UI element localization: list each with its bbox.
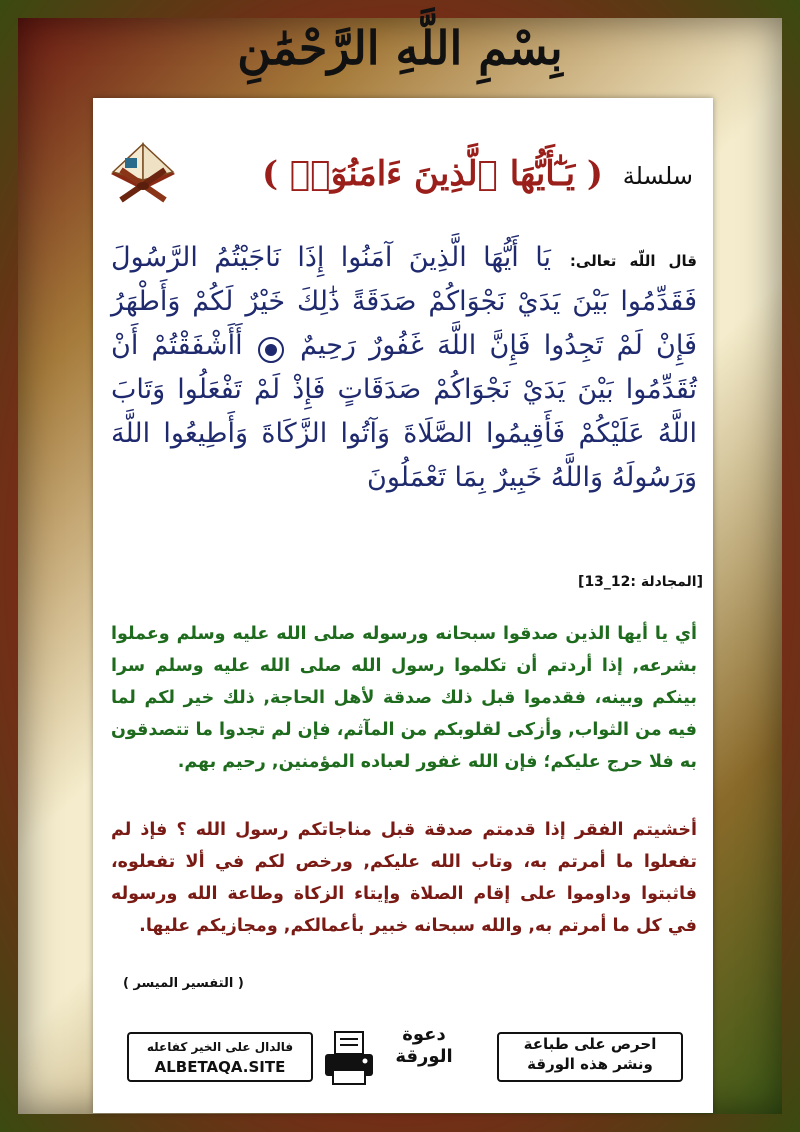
card-page xyxy=(93,98,713,1113)
printer-icon xyxy=(323,1030,375,1086)
tafsir-paragraph-2: أخشيتم الفقر إذا قدمتم صدقة قبل مناجاتكم رسول الله ؟ فإذ لم تفعلوا ما أمرتم به، وتاب الله عليكم, ورخص لكم في ألا تفعلوه، فاثبتوا وداوموا على إقام الصلاة وإيتاء الزكاة وطاعة الله ورسوله في كل ما أمرتم به, والله سبحانه خبير بأعمالكم, ومجازيكم عليها. xyxy=(111,820,697,936)
dawah-logo xyxy=(381,1024,467,1094)
quran-stand-icon xyxy=(103,130,183,210)
ayah-end-icon xyxy=(258,337,284,363)
tafsir-paragraph-1: أي يا أيها الذين صدقوا سبحانه ورسوله صلى الله عليه وسلم وعملوا بشرعه, إذا أردتم أن تكلموا رسول الله صلى الله عليه وسلم سرا بينكم وبينه، فقدموا قبل ذلك صدقة لأهل الحاجة, ذلك خير لكم لما فيه من الثواب, وأزكى لقلوبكم من المآثم، فإن لم تجدوا ما تتصدقون به فلا حرج عليكم؛ فإن الله غفور لعباده المؤمنين, رحيم بهم. xyxy=(111,624,697,772)
print-appeal-line-1: احرص على طباعة xyxy=(523,1035,657,1053)
footer-slogan: فالدال على الخير كفاعله xyxy=(146,1040,294,1054)
verse-part-1: يَا أَيُّهَا الَّذِينَ آمَنُوا إِذَا نَاجَيْتُمُ الرَّسُولَ فَقَدِّمُوا بَيْنَ يَدَيْ نَجْوَاكُمْ صَدَقَةً ذَٰلِكَ خَيْرٌ لَكُمْ وَأَطْهَرُ فَإِنْ لَمْ تَجِدُوا فَإِنَّ اللَّهَ غَفُورٌ رَحِيمٌ xyxy=(111,242,697,361)
logo-line-1: دعوة xyxy=(402,1024,446,1045)
tafsir-source: ( التفسير الميسر ) xyxy=(123,976,244,991)
series-title: ( يَـٰٓأَيُّهَا ٱلَّذِينَ ءَامَنُوٓا۟ ) xyxy=(261,154,603,194)
series-header xyxy=(93,128,713,218)
website-box xyxy=(127,1032,313,1082)
verse-citation: [المجادلة :12_13] xyxy=(578,574,703,590)
print-appeal-box xyxy=(497,1032,683,1082)
series-label: سلسلة xyxy=(622,162,693,190)
website-link[interactable]: ALBETAQA.SITE xyxy=(154,1058,286,1076)
footer xyxy=(113,1024,693,1094)
basmala-heading: بِسْمِ اللَّهِ الرَّحْمَٰنِ xyxy=(237,21,563,75)
verse-part-2: أَأَشْفَقْتُمْ أَنْ تُقَدِّمُوا بَيْنَ يَدَيْ نَجْوَاكُمْ صَدَقَاتٍ فَإِذْ لَمْ تَفْعَلُوا وَتَابَ اللَّهُ عَلَيْكُمْ فَأَقِيمُوا الصَّلَاةَ وَآتُوا الزَّكَاةَ وَأَطِيعُوا اللَّهَ وَرَسُولَهُ وَاللَّهُ خَبِيرٌ بِمَا تَعْمَلُونَ xyxy=(111,330,697,493)
verse-intro: قال اللّه تعالى: xyxy=(569,252,697,270)
logo-line-2: الورقة xyxy=(395,1046,453,1067)
quran-verse xyxy=(111,236,697,500)
print-appeal-line-2: ونشر هذه الورقة xyxy=(527,1055,653,1073)
